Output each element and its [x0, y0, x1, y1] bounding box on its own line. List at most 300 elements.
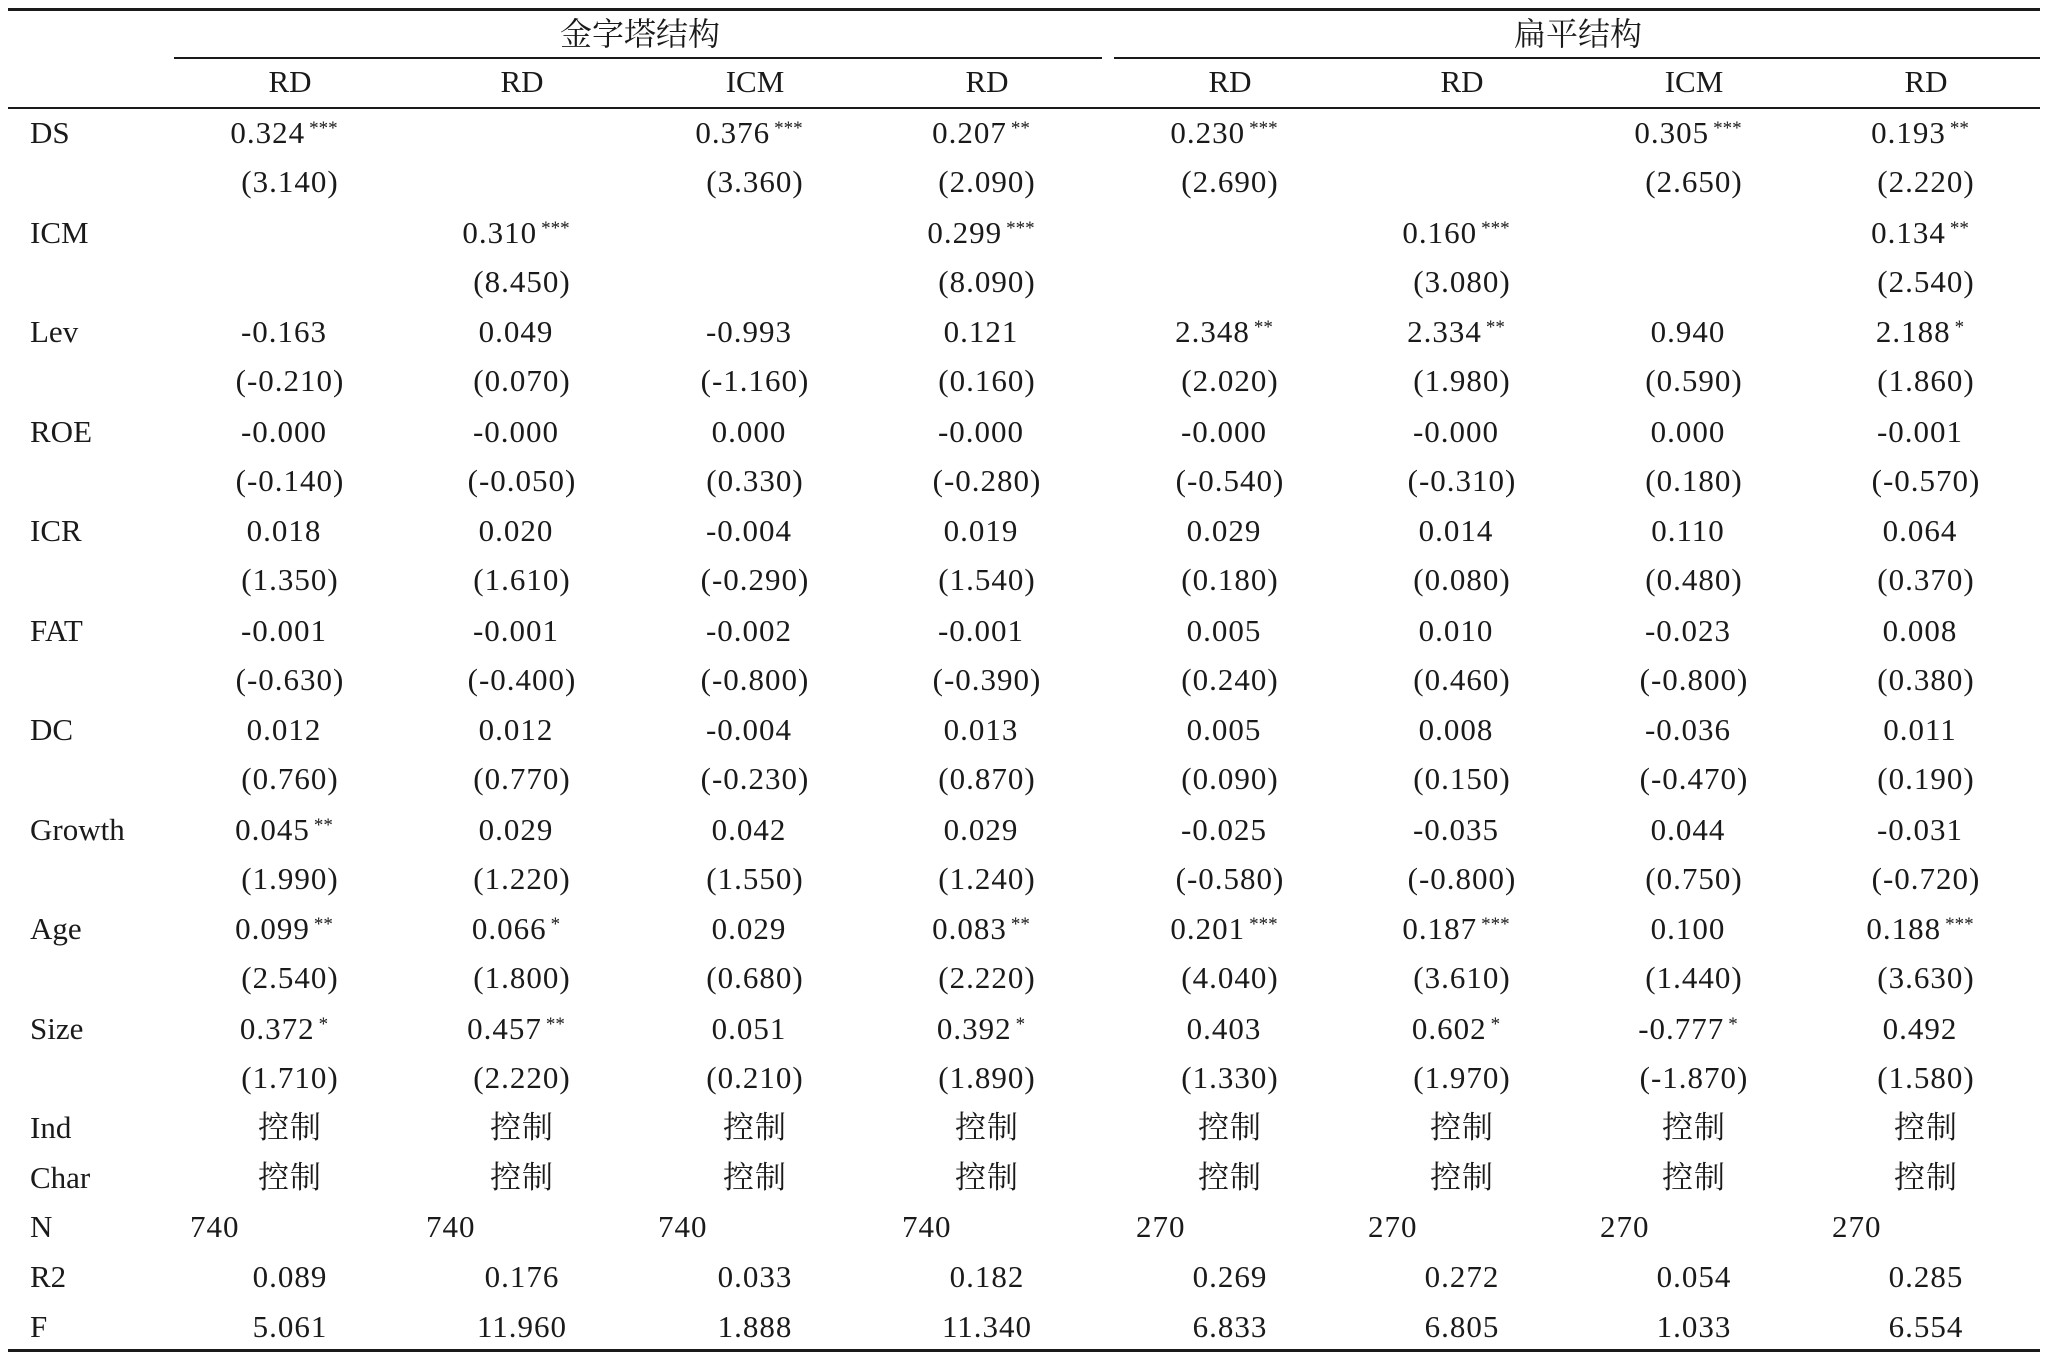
stat-cell: 740	[658, 1209, 708, 1244]
t-stat-cell: (0.180)	[1645, 462, 1743, 498]
significance-stars: *	[1954, 317, 1965, 338]
coefficient-cell	[472, 909, 560, 949]
coefficient-value: 0.049	[478, 314, 554, 349]
coefficient-cell	[1634, 113, 1741, 153]
coefficient-cell	[1883, 511, 1958, 551]
significance-stars: ***	[1481, 914, 1510, 935]
stat-cell: 0.054	[1656, 1259, 1732, 1294]
coefficient-value: 0.110	[1651, 513, 1725, 548]
coefficient-cell	[1402, 213, 1509, 253]
control-cell: 控制	[955, 1110, 1019, 1145]
row-label: DS	[30, 115, 70, 150]
t-stat-cell: (0.480)	[1645, 562, 1743, 597]
coefficient-cell	[462, 213, 569, 253]
t-stat-cell: (1.990)	[241, 860, 339, 896]
coefficient-cell	[1413, 810, 1499, 850]
coefficient-cell	[240, 1009, 328, 1049]
significance-stars: ***	[541, 217, 570, 239]
coefficient-value: 0.045	[235, 811, 310, 847]
row-label: FAT	[30, 612, 83, 648]
t-stat-cell: (8.090)	[938, 263, 1036, 299]
coefficient-value: -0.025	[1180, 811, 1268, 847]
group-header-pyramid: 金字塔结构	[559, 16, 721, 52]
significance-stars: ***	[1945, 914, 1974, 935]
control-cell: 控制	[723, 1160, 787, 1195]
significance-stars: **	[1253, 317, 1273, 338]
significance-stars: ***	[1249, 914, 1278, 935]
t-stat-cell: (-0.230)	[700, 761, 810, 796]
coefficient-value: 0.134	[1871, 214, 1946, 250]
coefficient-value: 0.000	[711, 413, 787, 449]
coefficient-value: 0.201	[1170, 911, 1246, 946]
stat-cell: 11.340	[941, 1309, 1033, 1344]
coefficient-cell	[1651, 412, 1726, 452]
coefficient-cell	[927, 213, 1034, 253]
stat-cell: 5.061	[252, 1309, 328, 1344]
coefficient-value: 0.008	[1882, 612, 1958, 648]
coefficient-cell	[712, 909, 787, 949]
coefficient-value: 2.348	[1175, 314, 1250, 349]
coefficient-value: -0.001	[472, 612, 560, 648]
coefficient-cell	[1866, 909, 1973, 949]
control-cell: 控制	[1198, 1160, 1262, 1195]
coefficient-cell	[932, 113, 1030, 153]
t-stat-cell: (-0.280)	[932, 462, 1042, 498]
row-label: Char	[30, 1160, 91, 1195]
column-header: ICM	[725, 64, 785, 99]
control-cell: 控制	[1894, 1110, 1958, 1145]
t-stat-cell: (2.020)	[1181, 363, 1279, 398]
coefficient-value: -0.036	[1644, 712, 1732, 747]
control-cell: 控制	[1662, 1160, 1726, 1195]
control-cell: 控制	[1894, 1160, 1958, 1195]
t-stat-cell: (0.070)	[473, 363, 571, 398]
stat-cell: 6.554	[1888, 1309, 1964, 1344]
coefficient-value: -0.023	[1644, 612, 1732, 648]
column-header: ICM	[1664, 64, 1724, 99]
coefficient-value: 0.000	[1650, 413, 1726, 449]
row-label: Age	[30, 911, 82, 946]
coefficient-cell	[1181, 412, 1267, 452]
coefficient-value: -0.000	[937, 413, 1025, 449]
t-stat-cell: (0.180)	[1181, 562, 1279, 597]
t-stat-cell: (0.760)	[241, 761, 339, 796]
coefficient-value: 0.014	[1418, 513, 1494, 548]
coefficient-value: 0.121	[943, 314, 1019, 349]
t-stat-cell: (-0.400)	[467, 661, 577, 697]
coefficient-value: -0.035	[1412, 811, 1500, 847]
coefficient-value: 0.042	[711, 811, 787, 847]
stat-cell: 0.176	[484, 1259, 560, 1294]
significance-stars: ***	[1713, 118, 1742, 139]
t-stat-cell: (-0.390)	[932, 661, 1042, 697]
coefficient-cell	[1187, 710, 1262, 750]
coefficient-cell	[1412, 1009, 1500, 1049]
row-label: ICR	[30, 513, 82, 548]
t-stat-cell: (1.710)	[241, 1059, 339, 1095]
row-label: N	[30, 1209, 53, 1244]
coefficient-value: 0.403	[1186, 1010, 1262, 1046]
stat-cell: 0.285	[1888, 1259, 1964, 1294]
significance-stars: *	[1728, 1013, 1738, 1035]
coefficient-cell	[235, 810, 333, 850]
coefficient-value: 0.012	[246, 712, 322, 747]
t-stat-cell: (1.440)	[1645, 960, 1743, 995]
coefficient-value: 0.029	[711, 911, 787, 946]
coefficient-value: 0.188	[1866, 911, 1942, 946]
t-stat-cell: (-0.800)	[700, 661, 810, 697]
coefficient-cell	[1871, 213, 1969, 253]
coefficient-value: 0.187	[1402, 911, 1478, 946]
t-stat-cell: (8.450)	[473, 263, 571, 299]
t-stat-cell: (1.350)	[241, 562, 339, 597]
coefficient-value: 0.020	[478, 513, 554, 548]
coefficient-cell	[1187, 611, 1262, 651]
coefficient-value: 0.160	[1402, 214, 1478, 250]
coefficient-value: 0.066	[471, 911, 547, 946]
t-stat-cell: (0.460)	[1413, 661, 1511, 697]
t-stat-cell: (-1.870)	[1639, 1059, 1749, 1095]
t-stat-cell: (0.870)	[938, 761, 1036, 796]
t-stat-cell: (0.330)	[706, 462, 804, 498]
t-stat-cell: (-0.290)	[700, 562, 810, 597]
coefficient-value: 0.029	[478, 811, 554, 847]
t-stat-cell: (0.380)	[1877, 661, 1975, 697]
coefficient-cell	[1651, 511, 1725, 551]
row-label: ICM	[30, 214, 89, 250]
coefficient-cell	[1638, 1009, 1738, 1049]
coefficient-value: 0.602	[1411, 1010, 1487, 1046]
significance-stars: *	[318, 1013, 329, 1035]
coefficient-cell	[937, 1009, 1025, 1049]
significance-stars: *	[550, 914, 561, 935]
stat-cell: 740	[902, 1209, 952, 1244]
significance-stars: ***	[1481, 217, 1510, 239]
coefficient-cell	[695, 113, 802, 153]
coefficient-value: 0.083	[932, 911, 1007, 946]
coefficient-cell	[938, 611, 1024, 651]
t-stat-cell: (3.610)	[1413, 960, 1511, 995]
significance-stars: **	[1485, 317, 1505, 338]
coefficient-cell	[1877, 810, 1963, 850]
stat-cell: 270	[1600, 1209, 1650, 1244]
row-label: ROE	[30, 413, 92, 449]
stat-cell: 6.805	[1424, 1309, 1500, 1344]
coefficient-cell	[706, 611, 792, 651]
t-stat-cell: (0.680)	[706, 960, 804, 995]
coefficient-cell	[1651, 909, 1726, 949]
coefficient-value: 0.029	[943, 811, 1019, 847]
coefficient-cell	[1407, 312, 1505, 352]
control-cell: 控制	[258, 1110, 322, 1145]
coefficient-cell	[1413, 412, 1499, 452]
coefficient-cell	[473, 412, 559, 452]
coefficient-value: 0.457	[467, 1010, 542, 1046]
t-stat-cell: (2.650)	[1645, 164, 1743, 199]
coefficient-cell	[1651, 810, 1726, 850]
stat-cell: 1.888	[717, 1309, 793, 1344]
coefficient-cell	[712, 412, 787, 452]
control-cell: 控制	[490, 1110, 554, 1145]
coefficient-value: 2.188	[1875, 314, 1951, 349]
coefficient-cell	[467, 1009, 565, 1049]
control-cell: 控制	[1198, 1110, 1262, 1145]
stat-cell: 270	[1368, 1209, 1418, 1244]
row-label: F	[30, 1309, 48, 1344]
coefficient-cell	[1175, 312, 1273, 352]
coefficient-value: 0.029	[1186, 513, 1262, 548]
significance-stars: **	[545, 1013, 565, 1035]
significance-stars: **	[1010, 118, 1030, 139]
t-stat-cell: (-0.630)	[235, 661, 345, 697]
control-cell: 控制	[1662, 1110, 1726, 1145]
t-stat-cell: (3.360)	[706, 164, 804, 199]
stat-cell: 0.272	[1424, 1259, 1500, 1294]
t-stat-cell: (2.220)	[938, 960, 1036, 995]
t-stat-cell: (1.540)	[938, 562, 1036, 597]
stat-cell: 0.033	[717, 1259, 793, 1294]
coefficient-value: 0.376	[695, 115, 771, 150]
coefficient-cell	[1187, 511, 1262, 551]
coefficient-value: 0.008	[1418, 712, 1494, 747]
t-stat-cell: (0.370)	[1877, 562, 1975, 597]
significance-stars: ***	[1249, 118, 1278, 139]
t-stat-cell: (1.220)	[473, 860, 571, 896]
significance-stars: ***	[1006, 217, 1035, 239]
stat-cell: 270	[1832, 1209, 1882, 1244]
t-stat-cell: (-0.800)	[1639, 661, 1749, 697]
t-stat-cell: (-0.720)	[1871, 860, 1981, 896]
t-stat-cell: (4.040)	[1181, 960, 1279, 995]
coefficient-value: 0.019	[943, 513, 1019, 548]
t-stat-cell: (-0.800)	[1407, 860, 1517, 896]
header-rule	[8, 107, 2040, 109]
coefficient-value: 2.334	[1407, 314, 1482, 349]
coefficient-value: -0.000	[240, 413, 328, 449]
t-stat-cell: (-1.160)	[700, 363, 810, 398]
t-stat-cell: (0.080)	[1413, 562, 1511, 597]
coefficient-cell	[479, 511, 554, 551]
t-stat-cell: (0.210)	[706, 1059, 804, 1095]
stat-cell: 0.182	[949, 1259, 1025, 1294]
coefficient-value: 0.299	[927, 214, 1003, 250]
t-stat-cell: (0.090)	[1181, 761, 1279, 796]
significance-stars: *	[1490, 1013, 1501, 1035]
t-stat-cell: (-0.050)	[467, 462, 577, 498]
coefficient-cell	[712, 1009, 787, 1049]
significance-stars: **	[1010, 914, 1030, 935]
coefficient-cell	[1170, 113, 1277, 153]
coefficient-cell	[706, 312, 792, 352]
coefficient-value: -0.001	[937, 612, 1025, 648]
coefficient-cell	[241, 611, 327, 651]
coefficient-cell	[1187, 1009, 1262, 1049]
significance-stars: **	[1949, 217, 1969, 239]
coefficient-cell	[1883, 1009, 1958, 1049]
significance-stars: **	[313, 914, 333, 935]
coefficient-value: 0.324	[230, 115, 306, 150]
stat-cell: 1.033	[1656, 1309, 1732, 1344]
t-stat-cell: (-0.570)	[1871, 462, 1981, 498]
coefficient-value: -0.004	[705, 513, 793, 548]
control-cell: 控制	[490, 1160, 554, 1195]
t-stat-cell: (1.970)	[1413, 1059, 1511, 1095]
stat-cell: 0.269	[1192, 1259, 1268, 1294]
t-stat-cell: (-0.470)	[1639, 761, 1749, 796]
coefficient-value: 0.207	[932, 115, 1007, 150]
row-label: R2	[30, 1259, 67, 1294]
coefficient-cell	[247, 511, 322, 551]
coefficient-value: 0.011	[1883, 712, 1957, 747]
stat-cell: 270	[1136, 1209, 1186, 1244]
coefficient-cell	[706, 511, 792, 551]
coefficient-cell	[230, 113, 337, 153]
t-stat-cell: (0.770)	[473, 761, 571, 796]
t-stat-cell: (1.800)	[473, 960, 571, 995]
coefficient-value: 0.230	[1170, 115, 1246, 150]
coefficient-cell	[1645, 611, 1731, 651]
control-cell: 控制	[723, 1110, 787, 1145]
coefficient-cell	[938, 412, 1024, 452]
column-header: RD	[268, 64, 312, 99]
coefficient-value: 0.013	[943, 712, 1019, 747]
control-cell: 控制	[258, 1160, 322, 1195]
coefficient-value: -0.993	[705, 314, 793, 349]
stat-cell: 740	[426, 1209, 476, 1244]
coefficient-cell	[1419, 611, 1494, 651]
coefficient-value: 0.193	[1871, 115, 1946, 150]
t-stat-cell: (1.550)	[706, 860, 804, 896]
t-stat-cell: (-0.210)	[235, 363, 345, 398]
t-stat-cell: (0.190)	[1877, 761, 1975, 796]
column-header: RD	[500, 64, 544, 99]
t-stat-cell: (1.610)	[473, 562, 571, 597]
t-stat-cell: (2.220)	[473, 1059, 571, 1095]
coefficient-value: -0.777	[1638, 1010, 1725, 1046]
coefficient-cell	[247, 710, 322, 750]
stat-cell: 11.960	[476, 1309, 568, 1344]
coefficient-value: 0.305	[1634, 115, 1710, 150]
coefficient-value: 0.010	[1418, 612, 1494, 648]
coefficient-value: 0.044	[1650, 811, 1726, 847]
coefficient-cell	[1883, 710, 1957, 750]
t-stat-cell: (0.160)	[938, 363, 1036, 398]
coefficient-cell	[1170, 909, 1277, 949]
coefficient-cell	[479, 312, 554, 352]
t-stat-cell: (2.690)	[1181, 164, 1279, 199]
coefficient-cell	[1419, 710, 1494, 750]
coefficient-value: -0.001	[240, 612, 328, 648]
coefficient-value: -0.004	[705, 712, 793, 747]
coefficient-value: -0.031	[1876, 811, 1964, 847]
top-rule	[8, 8, 2040, 11]
t-stat-cell: (2.090)	[938, 164, 1036, 199]
significance-stars: ***	[309, 118, 338, 139]
coefficient-value: -0.000	[472, 413, 560, 449]
stat-cell: 0.089	[252, 1259, 328, 1294]
t-stat-cell: (-0.140)	[235, 462, 345, 498]
coefficient-cell	[932, 909, 1030, 949]
coefficient-value: 0.005	[1186, 712, 1262, 747]
stat-cell: 6.833	[1192, 1309, 1268, 1344]
group-underline-pyramid	[174, 57, 1102, 59]
control-cell: 控制	[955, 1160, 1019, 1195]
coefficient-cell	[944, 810, 1019, 850]
t-stat-cell: (1.330)	[1181, 1059, 1279, 1095]
coefficient-cell	[706, 710, 792, 750]
t-stat-cell: (1.980)	[1413, 363, 1511, 398]
coefficient-value: 0.310	[462, 214, 538, 250]
row-label: Size	[30, 1010, 84, 1046]
column-header: RD	[1208, 64, 1252, 99]
control-cell: 控制	[1430, 1160, 1494, 1195]
t-stat-cell: (2.540)	[1877, 263, 1975, 299]
coefficient-value: 0.100	[1650, 911, 1726, 946]
stat-cell: 740	[190, 1209, 240, 1244]
coefficient-value: -0.000	[1180, 413, 1268, 449]
t-stat-cell: (0.150)	[1413, 761, 1511, 796]
coefficient-value: 0.012	[478, 712, 554, 747]
coefficient-cell	[235, 909, 333, 949]
coefficient-cell	[1402, 909, 1509, 949]
t-stat-cell: (3.080)	[1413, 263, 1511, 299]
row-label: Ind	[30, 1110, 72, 1145]
bottom-rule	[8, 1349, 2040, 1352]
column-header: RD	[1440, 64, 1484, 99]
coefficient-value: -0.163	[240, 314, 328, 349]
coefficient-value: 0.018	[246, 513, 322, 548]
row-label: Growth	[30, 811, 125, 847]
coefficient-cell	[1883, 611, 1958, 651]
significance-stars: ***	[774, 118, 803, 139]
coefficient-cell	[1645, 710, 1731, 750]
t-stat-cell: (3.140)	[241, 164, 339, 199]
column-header: RD	[1904, 64, 1948, 99]
significance-stars: *	[1015, 1013, 1026, 1035]
t-stat-cell: (0.590)	[1645, 363, 1743, 398]
t-stat-cell: (0.750)	[1645, 860, 1743, 896]
coefficient-cell	[944, 312, 1019, 352]
significance-stars: **	[1949, 118, 1969, 139]
t-stat-cell: (-0.310)	[1407, 462, 1517, 498]
coefficient-cell	[1877, 412, 1963, 452]
coefficient-cell	[241, 312, 327, 352]
t-stat-cell: (1.580)	[1877, 1059, 1975, 1095]
t-stat-cell: (2.540)	[241, 960, 339, 995]
t-stat-cell: (3.630)	[1877, 960, 1975, 995]
coefficient-value: 0.051	[711, 1010, 787, 1046]
coefficient-cell	[241, 412, 327, 452]
t-stat-cell: (1.860)	[1877, 363, 1975, 398]
coefficient-cell	[473, 611, 559, 651]
coefficient-cell	[1651, 312, 1726, 352]
t-stat-cell: (0.240)	[1181, 661, 1279, 697]
group-underline-flat	[1114, 57, 2040, 59]
t-stat-cell: (-0.540)	[1175, 462, 1285, 498]
t-stat-cell: (1.890)	[938, 1059, 1036, 1095]
coefficient-value: 0.940	[1650, 314, 1726, 349]
coefficient-value: 0.372	[239, 1010, 315, 1046]
row-label: DC	[30, 712, 74, 747]
coefficient-value: 0.492	[1882, 1010, 1958, 1046]
coefficient-value: 0.005	[1186, 612, 1262, 648]
coefficient-cell	[944, 710, 1019, 750]
t-stat-cell: (-0.580)	[1175, 860, 1285, 896]
coefficient-value: -0.001	[1876, 413, 1964, 449]
t-stat-cell: (2.220)	[1877, 164, 1975, 199]
column-header: RD	[965, 64, 1009, 99]
group-header-flat: 扁平结构	[1513, 16, 1643, 52]
